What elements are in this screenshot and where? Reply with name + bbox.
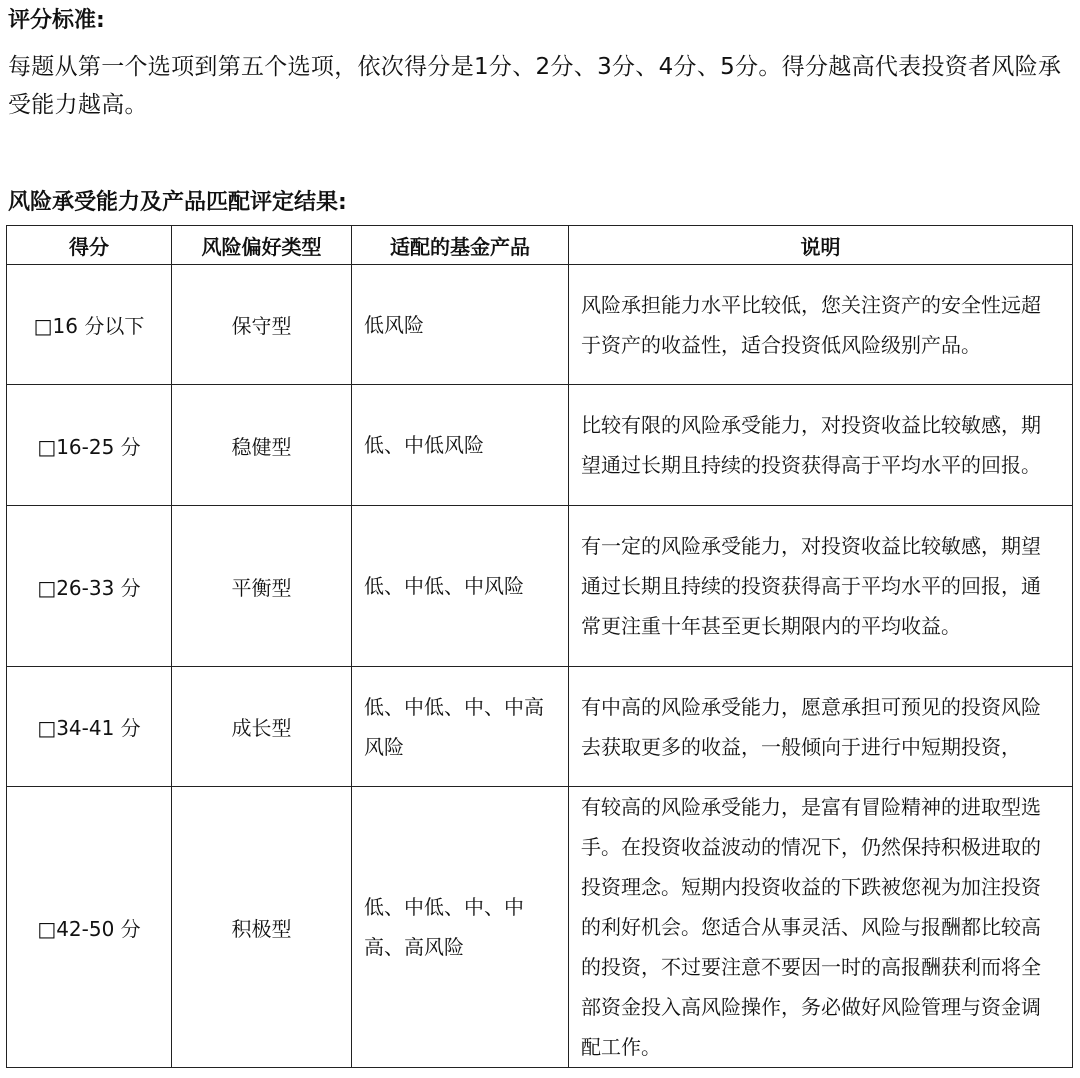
row-risk-type: 成长型	[172, 667, 352, 787]
scoring-standard-text: 每题从第一个选项到第五个选项，依次得分是1分、2分、3分、4分、5分。得分越高代表投资者风险承受能力越高。	[8, 54, 1062, 118]
table-row	[7, 265, 1073, 385]
table-row	[7, 787, 1073, 1068]
row-product: 低、中低、中、中高风险	[352, 667, 569, 787]
row-product: 低、中低、中、中高、高风险	[352, 787, 569, 1068]
column-header-risk-type: 风险偏好类型	[172, 226, 352, 265]
risk-matching-table	[6, 225, 1073, 1068]
row-score: □16 分以下	[7, 265, 172, 385]
row-risk-type: 平衡型	[172, 506, 352, 667]
row-score: □16-25 分	[7, 385, 172, 506]
row-description: 有较高的风险承受能力，是富有冒险精神的进取型选手。在投资收益波动的情况下，仍然保持积极进取的投资理念。短期内投资收益的下跌被您视为加注投资的利好机会。您适合从事灵活、风险与报酬都比较高的投资，不过要注意不要因一时的高报酬获利而将全部资金投入高风险操作，务必做好风险管理与资金调配工作。	[569, 787, 1073, 1068]
row-description: 比较有限的风险承受能力，对投资收益比较敏感，期望通过长期且持续的投资获得高于平均水平的回报。	[569, 385, 1073, 506]
table-row	[7, 385, 1073, 506]
column-header-description: 说明	[569, 226, 1073, 265]
row-product: 低、中低风险	[352, 385, 569, 506]
row-risk-type: 保守型	[172, 265, 352, 385]
table-header-row	[7, 226, 1073, 265]
table-row	[7, 506, 1073, 667]
column-header-product: 适配的基金产品	[352, 226, 569, 265]
column-header-score: 得分	[7, 226, 172, 265]
row-score: □26-33 分	[7, 506, 172, 667]
row-description: 有一定的风险承受能力，对投资收益比较敏感，期望通过长期且持续的投资获得高于平均水平的回报，通常更注重十年甚至更长期限内的平均收益。	[569, 506, 1073, 667]
row-score: □34-41 分	[7, 667, 172, 787]
row-risk-type: 积极型	[172, 787, 352, 1068]
row-score: □42-50 分	[7, 787, 172, 1068]
row-product: 低风险	[352, 265, 569, 385]
row-description: 风险承担能力水平比较低，您关注资产的安全性远超于资产的收益性，适合投资低风险级别产品。	[569, 265, 1073, 385]
row-product: 低、中低、中风险	[352, 506, 569, 667]
row-risk-type: 稳健型	[172, 385, 352, 506]
scoring-standard-heading: 评分标准:	[8, 8, 105, 33]
table-row	[7, 667, 1073, 787]
result-section-heading: 风险承受能力及产品匹配评定结果:	[8, 190, 347, 215]
row-description: 有中高的风险承受能力，愿意承担可预见的投资风险去获取更多的收益，一般倾向于进行中短期投资，	[569, 667, 1073, 787]
